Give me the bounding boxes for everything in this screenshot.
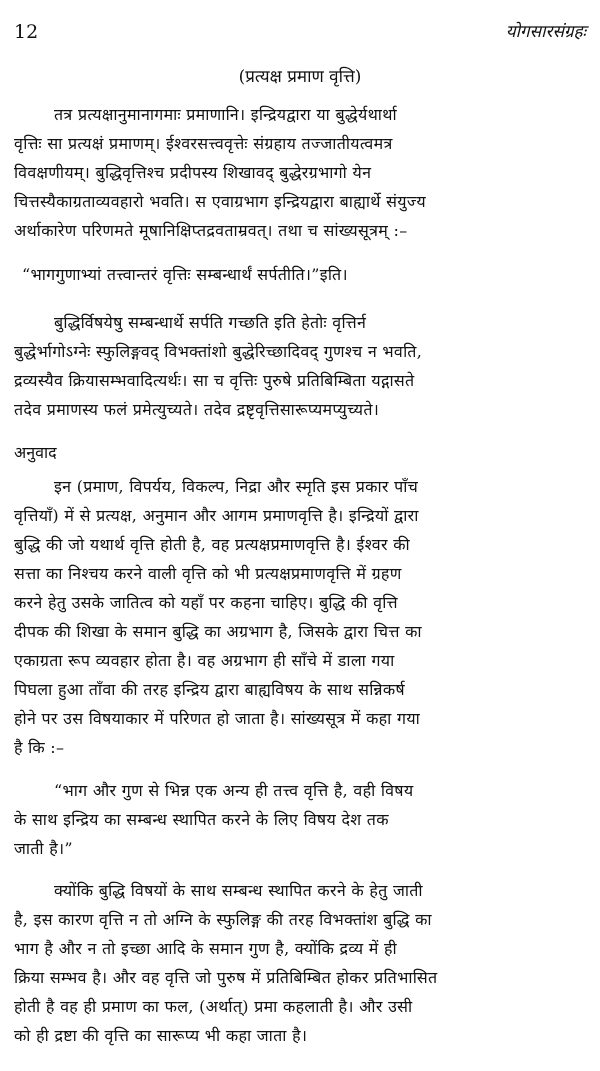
translation-label: अनुवाद xyxy=(14,443,57,462)
running-title: योगसारसंग्रहः xyxy=(505,22,586,42)
text-line: वृत्तियाँ) में से प्रत्यक्ष, अनुमान और आगम प्रमाणवृत्ति है। इन्द्रियों द्वारा xyxy=(14,506,419,525)
translation-quotation xyxy=(14,776,586,863)
text-line: इन (प्रमाण, विपर्यय, विकल्प, निद्रा और स्मृति इस प्रकार पाँच xyxy=(54,477,419,496)
text-line: बुद्धेर्भागोऽग्नेः स्फुलिङ्गवद् विभक्तांशो बुद्धेरिच्छादिवद् गुणश्च न भवति, xyxy=(14,342,423,361)
translation-paragraph-2 xyxy=(14,876,586,1050)
text-line: तत्र प्रत्यक्षानुमानागमाः प्रमाणानि। इन्द्रियद्वारा या बुद्धेर्यथार्था xyxy=(54,105,397,124)
text-line: बुद्धि की जो यथार्थ वृत्ति होती है, वह प्रत्यक्षप्रमाणवृत्ति है। ईश्वर की xyxy=(14,535,410,554)
text-line: “भागगुणाभ्यां तत्त्वान्तरं वृत्तिः सम्बन्धार्थं सर्पतीति।”इति। xyxy=(22,265,348,284)
text-line: सत्ता का निश्चय करने वाली वृत्ति को भी प्रत्यक्षप्रमाणवृत्ति में ग्रहण xyxy=(14,564,402,583)
text-line: होती है वह ही प्रमाण का फल, (अर्थात्) प्रमा कहलाती है। और उसी xyxy=(14,997,413,1016)
page-number: 12 xyxy=(14,21,39,43)
text-line: पिघला हुआ ताँवा की तरह इन्द्रिय द्वारा बाह्यविषय के साथ सन्निकर्ष xyxy=(14,680,405,699)
text-line: क्रिया सम्भव है। और वह वृत्ति जो पुरुष में प्रतिबिम्बित होकर प्रतिभासित xyxy=(14,968,438,987)
text-line: भाग है और न तो इच्छा आदि के समान गुण है, क्योंकि द्रव्य में ही xyxy=(14,939,397,958)
text-line: के साथ इन्द्रिय का सम्बन्ध स्थापित करने के लिए विषय देश तक xyxy=(14,810,389,829)
text-line: है, इस कारण वृत्ति न तो अग्नि के स्फुलिङ्ग की तरह विभक्तांश बुद्धि का xyxy=(14,910,432,929)
text-line: एकाग्रता रूप व्यवहार होता है। वह अग्रभाग ही साँचे में डाला गया xyxy=(14,651,395,670)
text-line: करने हेतु उसके जातित्व को यहाँ पर कहना चाहिए। बुद्धि की वृत्ति xyxy=(14,593,398,612)
text-line: अर्थाकारेण परिणमते मूषानिक्षिप्तद्रवताम्रवत्। तथा च सांख्यसूत्रम् :– xyxy=(14,221,408,240)
sanskrit-quotation xyxy=(14,260,586,289)
text-line: द्रव्यस्यैव क्रियासम्भवादित्यर्थः। सा च वृत्तिः पुरुषे प्रतिबिम्बिता यद्गासते xyxy=(14,371,415,390)
text-line: तदेव प्रमाणस्य फलं प्रमेत्युच्यते। तदेव द्रष्टृवृत्तिसारूप्यमप्युच्यते। xyxy=(14,400,380,419)
text-line: बुद्धिर्विषयेषु सम्बन्धार्थे सर्पति गच्छति इति हेतोः वृत्तिर्न xyxy=(54,313,367,332)
text-line: क्योंकि बुद्धि विषयों के साथ सम्बन्ध स्थापित करने के हेतु जाती xyxy=(54,881,423,900)
text-line: “भाग और गुण से भिन्न एक अन्य ही तत्त्व वृत्ति है, वही विषय xyxy=(54,781,414,800)
text-line: जाती है।” xyxy=(14,839,73,858)
text-line: दीपक की शिखा के समान बुद्धि का अग्रभाग है, जिसके द्वारा चित्त का xyxy=(14,622,422,641)
text-line: वृत्तिः सा प्रत्यक्षं प्रमाणम्। ईश्वरसत्त्ववृत्तेः संग्रहाय तज्जातीयत्वमत्र xyxy=(14,134,393,153)
text-line: विवक्षणीयम्। बुद्धिवृत्तिश्च प्रदीपस्य शिखावद् बुद्धेरग्रभागो येन xyxy=(14,163,372,182)
text-line: चित्तस्यैकाग्रताव्यवहारो भवति। स एवाग्रभाग इन्द्रियद्वारा बाह्यार्थे संयुज्य xyxy=(14,192,426,211)
section-heading: (प्रत्यक्ष प्रमाण वृत्ति) xyxy=(238,67,362,87)
text-line: है कि :– xyxy=(14,738,65,757)
text-line: को ही द्रष्टा की वृत्ति का सारूप्य भी कहा जाता है। xyxy=(14,1026,308,1045)
sanskrit-paragraph-1 xyxy=(14,100,586,245)
sanskrit-paragraph-2 xyxy=(14,308,586,424)
translation-paragraph-1 xyxy=(14,472,586,762)
text-line: होने पर उस विषयाकार में परिणत हो जाता है। सांख्यसूत्र में कहा गया xyxy=(14,709,421,728)
